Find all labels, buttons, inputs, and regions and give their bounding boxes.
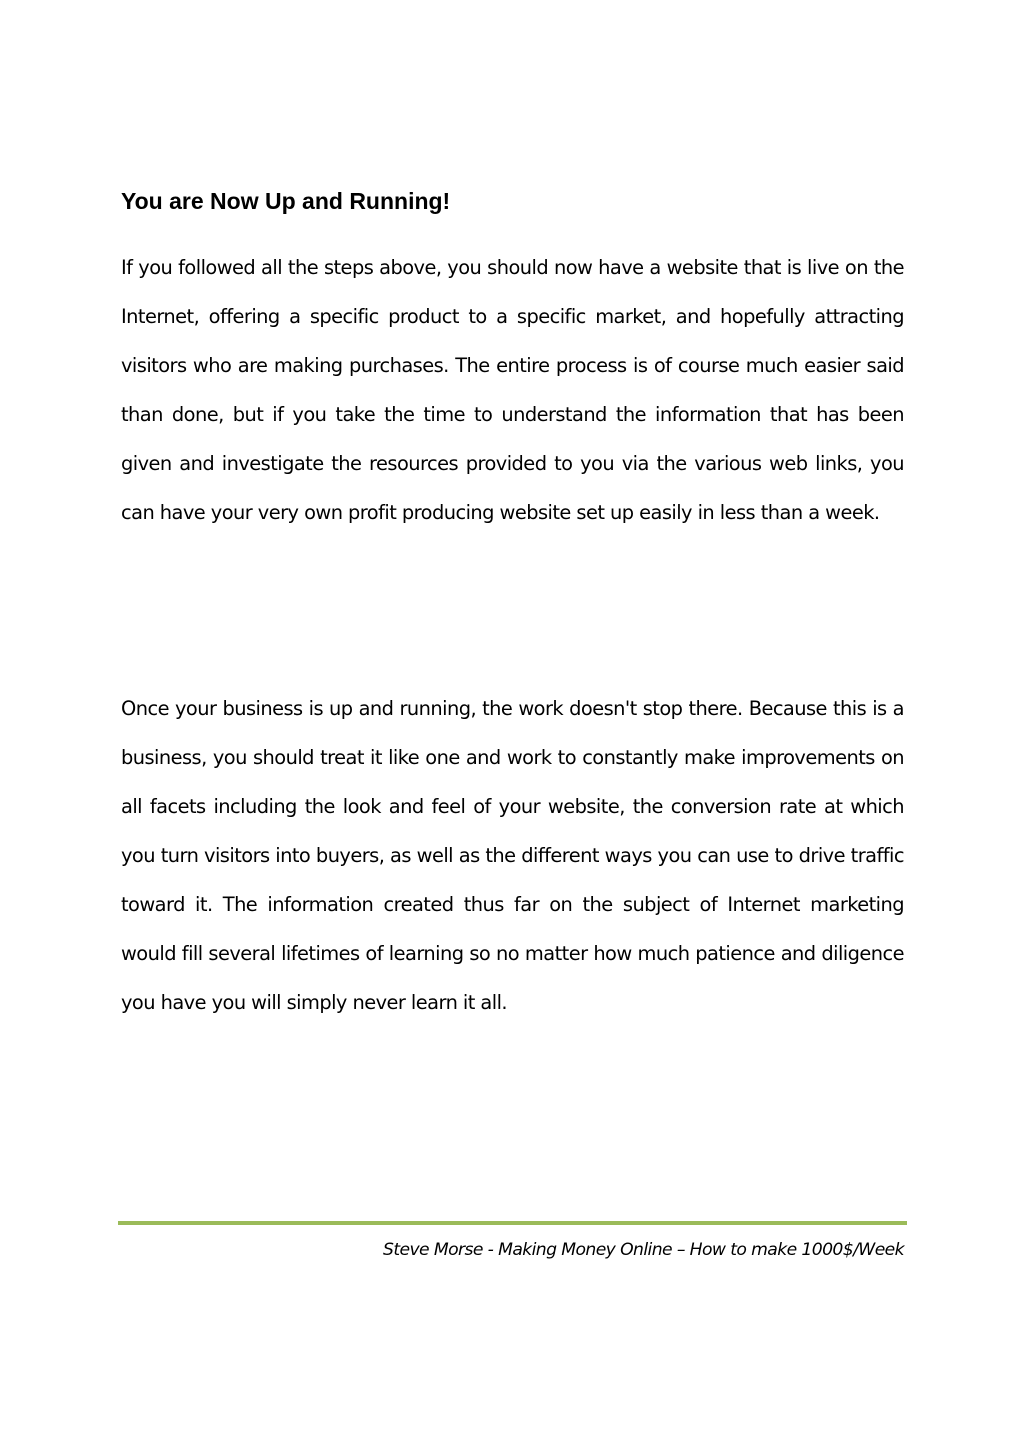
footer-text: Steve Morse - Making Money Online – How to make 1000$/Week (383, 1240, 904, 1260)
body-paragraph-1: If you followed all the steps above, you should now have a website that is live on the Internet, offering a specific product to a specific market, and hopefully attracting visitors who are making purchases. The entire process is of course much easier said than done, but if you take the time to understand the information that has been given and investigate the resources provided to you via the various web links, you can have your very own profit producing website set up easily in less than a week. (121, 256, 904, 524)
body-paragraph-2: Once your business is up and running, the work doesn't stop there. Because this is a business, you should treat it like one and work to constantly make improvements on all facets including the look and feel of your website, the conversion rate at which you turn visitors into buyers, as well as the different ways you can use to drive traffic toward it. The information created thus far on the subject of Internet marketing would fill several lifetimes of learning so no matter how much patience and diligence you have you will simply never learn it all. (121, 697, 904, 1014)
section-heading: You are Now Up and Running! (121, 188, 451, 214)
footer-divider (118, 1221, 907, 1225)
